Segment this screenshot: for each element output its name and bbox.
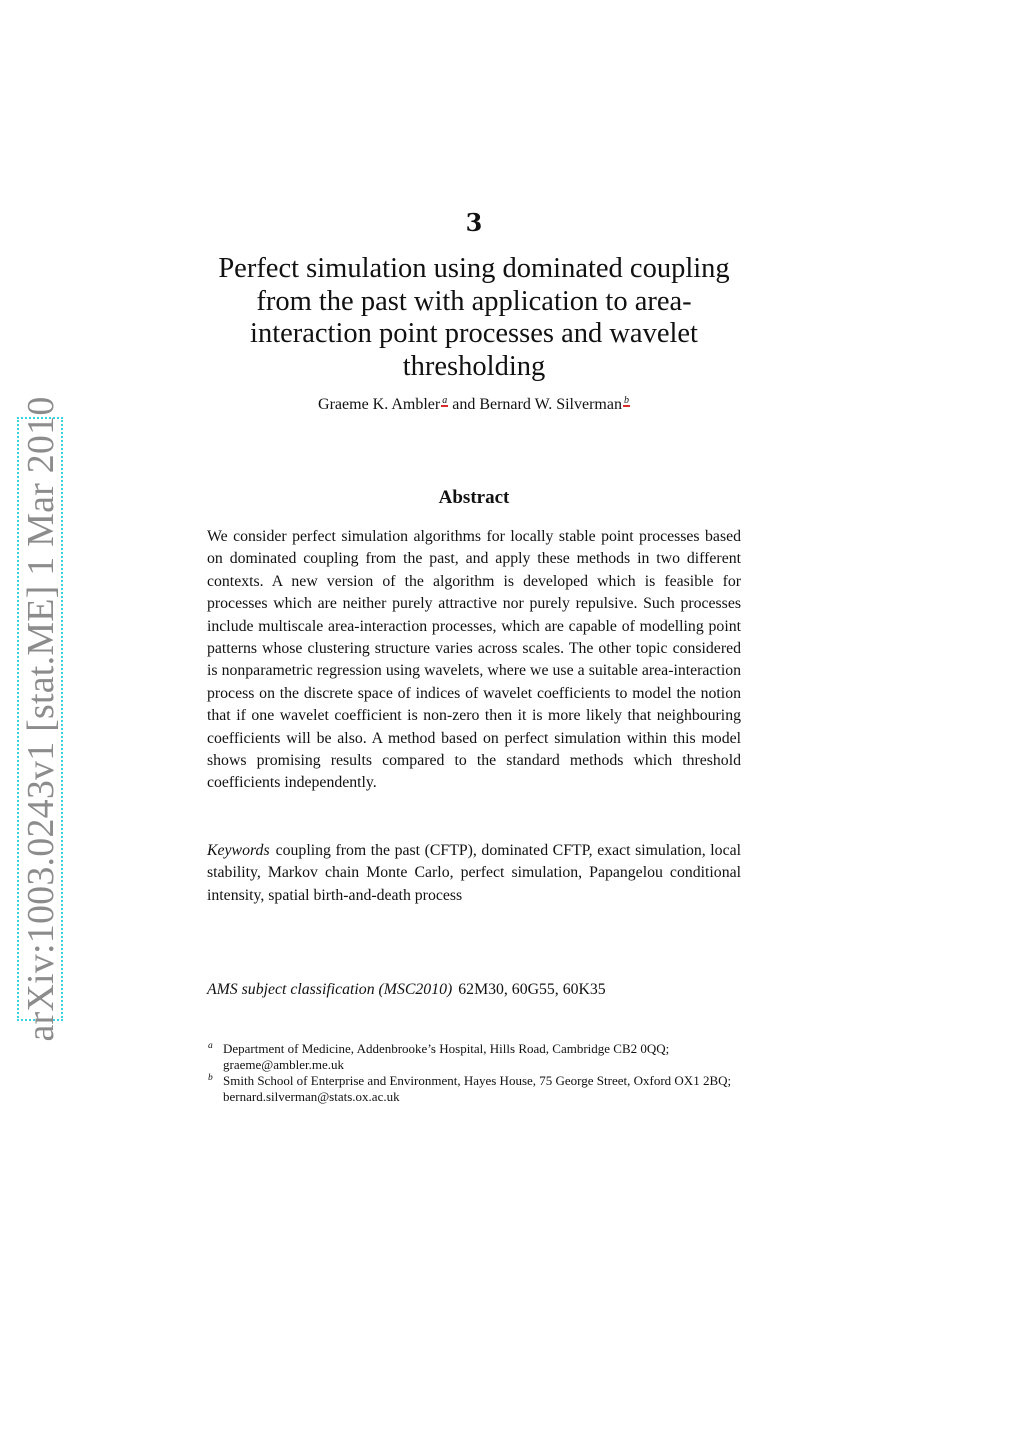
affiliation-a-text: Department of Medicine, Addenbrooke’s Hospital, Hills Road, Cambridge CB2 0QQ; graeme@ambler.me.uk	[223, 1041, 670, 1072]
affiliation-b	[207, 1073, 741, 1105]
ams-classification	[207, 979, 741, 1001]
arxiv-identifier[interactable]: arXiv:1003.0243v1 [stat.ME] 1 Mar 2010	[20, 396, 62, 1042]
abstract-heading: Abstract	[438, 487, 510, 508]
author-ambler: Graeme K. Ambler	[318, 396, 441, 413]
ams-label: AMS subject classification (MSC2010)	[207, 981, 453, 998]
author-line	[204, 396, 744, 414]
keywords-text: coupling from the past (CFTP), dominated CFTP, exact simulation, local stability, Markov chain Monte Carlo, perfect simulation, Papangelou conditional intensity, spatial birth-and-death process	[207, 842, 741, 904]
keywords-label: Keywords	[207, 842, 270, 859]
keywords-paragraph	[207, 840, 741, 907]
affiliation-link-b[interactable]: b	[623, 395, 629, 406]
abstract-text: We consider perfect simulation algorithms for locally stable point processes based on dominated coupling from the past, and apply these methods in two different contexts. A new version of the algorithm is developed which is feasible for processes which are neither purely attractive nor purely repulsive. Such processes include multiscale area-interaction processes, which are capable of modelling point patterns whose clustering structure varies across scales. The other topic considered is nonparametric regression using wavelets, where we use a suitable area-interaction process on the discrete space of indices of wavelet coefficients to model the notion that if one wavelet coefficient is non-zero then it is more likely that neighbouring coefficients will be also. A method based on perfect simulation within this model shows promising results compared to the standard methods which threshold coefficients independently.	[207, 528, 741, 792]
affiliations-footnotes	[207, 1041, 741, 1105]
affiliation-a	[207, 1041, 741, 1073]
paper-title: Perfect simulation using dominated coupling from the past with application to area-interaction point processes and wavelet thresholding	[218, 253, 730, 382]
author-silverman: Bernard W. Silverman	[479, 396, 622, 413]
author-conjunction: and	[452, 396, 476, 413]
affiliation-link-a[interactable]: a	[442, 395, 448, 406]
chapter-number: 3	[465, 208, 483, 237]
ams-codes: 62M30, 60G55, 60K35	[458, 981, 606, 998]
affiliation-b-mark: b	[208, 1073, 213, 1083]
affiliation-b-text: Smith School of Enterprise and Environment, Hayes House, 75 George Street, Oxford OX1 2BQ; bernard.silverman@stats.ox.ac.uk	[223, 1073, 732, 1104]
affiliation-a-mark: a	[208, 1041, 213, 1051]
